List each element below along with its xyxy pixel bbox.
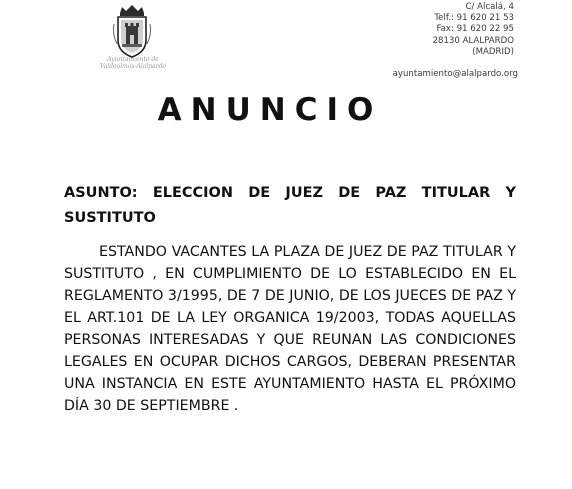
contact-block: [392, 2, 518, 79]
contact-province: (MADRID): [472, 46, 514, 57]
contact-email-link[interactable]: ayuntamiento@alalpardo.org: [392, 69, 518, 79]
subject-heading: ASUNTO: ELECCION DE JUEZ DE PAZ TITULAR Y SUSTITUTO: [64, 185, 516, 226]
announcement-body: ESTANDO VACANTES LA PLAZA DE JUEZ DE PAZ TITULAR Y SUSTITUTO , EN CUMPLIMIENTO DE LO ESTABLECIDO EN EL REGLAMENTO 3/1995, DE 7 DE JUNIO, DE LOS JUECES DE PAZ Y EL ART.101 DE LA LEY ORGANICA 19/2003, TODAS AQUELLAS PERSONAS INTERESADAS Y QUE REUNAN LAS CONDICIONES LEGALES EN OCUPAR DICHOS CARGOS, DEBERAN PRESENTAR UNA INSTANCIA EN ESTE AYUNTAMIENTO HASTA EL PRÓXIMO DÍA 30 DE SEPTIEMBRE .: [64, 244, 516, 414]
contact-address: C/ Alcalá, 4: [465, 2, 514, 12]
page-title: ANUNCIO: [157, 92, 383, 128]
crest-caption: Ayuntamiento de Valdeolmos-Alalpardo: [99, 56, 167, 70]
contact-fax: Fax: 91 620 22 95: [436, 24, 514, 35]
municipal-coat-of-arms-icon: [110, 4, 154, 60]
contact-postal-code: 28130 ALALPARDO: [432, 35, 514, 46]
contact-phone: Telf.: 91 620 21 53: [434, 13, 514, 24]
